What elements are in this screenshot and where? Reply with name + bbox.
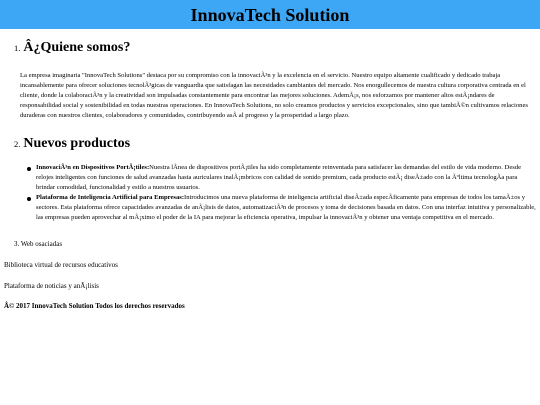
footer-copyright: Â© 2017 InnovaTech Solution Todos los derechos reservados <box>4 302 185 310</box>
section-heading-web-asociadas <box>14 239 62 249</box>
link-plataforma-noticias[interactable]: Plataforma de noticias y anÃ¡lisis <box>4 282 99 290</box>
product-name: Plataforma de Inteligencia Artificial para Empresas: <box>36 194 185 201</box>
section-heading-quienes-somos <box>14 40 130 56</box>
about-paragraph: La empresa imaginaria "InnovaTech Solutions" destaca por su compromiso con la innovaciÃ³n y la excelencia en el servicio. Nuestro equipo altamente cualificado y dedicado trabaja incansablemente para ofrecer soluciones tecnolÃ³gicas de vanguardia que satisfagan las necesidades cambiantes del mercado. Nos enorgullecemos de nuestra cultura corporativa centrada en el cliente, donde la colaboraciÃ³n y la creatividad son impulsadas constantemente para encontrar las mejores soluciones. AdemÃ¡s, nos esforzamos por mantener altos estÃ¡ndares de responsabilidad social y sostenibilidad en todas nuestras operaciones. En InnovaTech Solutions, no solo creamos productos y servicios excepcionales, sino que tambiÃ©n cultivamos relaciones duraderas con nuestros clientes, colaboradores y comunidades, contribuyendo asÃ al progreso y la prosperidad a largo plazo. <box>20 72 528 119</box>
product-description: Introducimos una nueva plataforma de inteligencia artificial diseÃ±ada especÃficamente para empresas de todos los tamaÃ±os y sectores. Esta plataforma ofrece capacidades avanzadas de anÃ¡lisis de datos, automatizaciÃ³n de procesos y toma de decisiones basada en datos. Con una interfaz intuitiva y personalizable, las empresas pueden aprovechar al mÃ¡ximo el poder de la IA para mejorar la eficiencia operativa, impulsar la innovaciÃ³n y obtener una ventaja competitiva en el mercado. <box>36 194 536 221</box>
bullet-icon <box>27 197 31 201</box>
page-title: InnovaTech Solution <box>190 4 350 25</box>
section-title: Â¿Quiene somos? <box>23 40 131 55</box>
section-number: 3. <box>14 240 20 248</box>
section-number: 1. <box>14 43 21 53</box>
list-item <box>23 163 536 193</box>
product-name: InnovaciÃ³n en Dispositivos PortÃ¡tiles: <box>36 164 150 171</box>
list-item <box>23 193 536 223</box>
bullet-icon <box>27 167 31 171</box>
product-description: Nuestra lÃnea de dispositivos portÃ¡tiles ha sido completamente reinventada para satisfacer las demandas del estilo de vida moderno. Desde relojes inteligentes con funciones de salud avanzadas hasta auriculares inalÃ¡mbricos con calidad de sonido premium, cada producto estÃ¡ diseÃ±ado con la Ãºltima tecnologÃa para brindar comodidad, funcionalidad y estilo a nuestros usuarios. <box>36 164 522 191</box>
page-header <box>0 0 540 29</box>
link-biblioteca-virtual[interactable]: Biblioteca virtual de recursos educativos <box>4 261 118 269</box>
products-list <box>23 163 536 223</box>
section-title: Nuevos productos <box>23 136 131 151</box>
section-heading-nuevos-productos <box>14 136 130 152</box>
section-title: Web osaciadas <box>20 240 63 248</box>
section-number: 2. <box>14 139 21 149</box>
